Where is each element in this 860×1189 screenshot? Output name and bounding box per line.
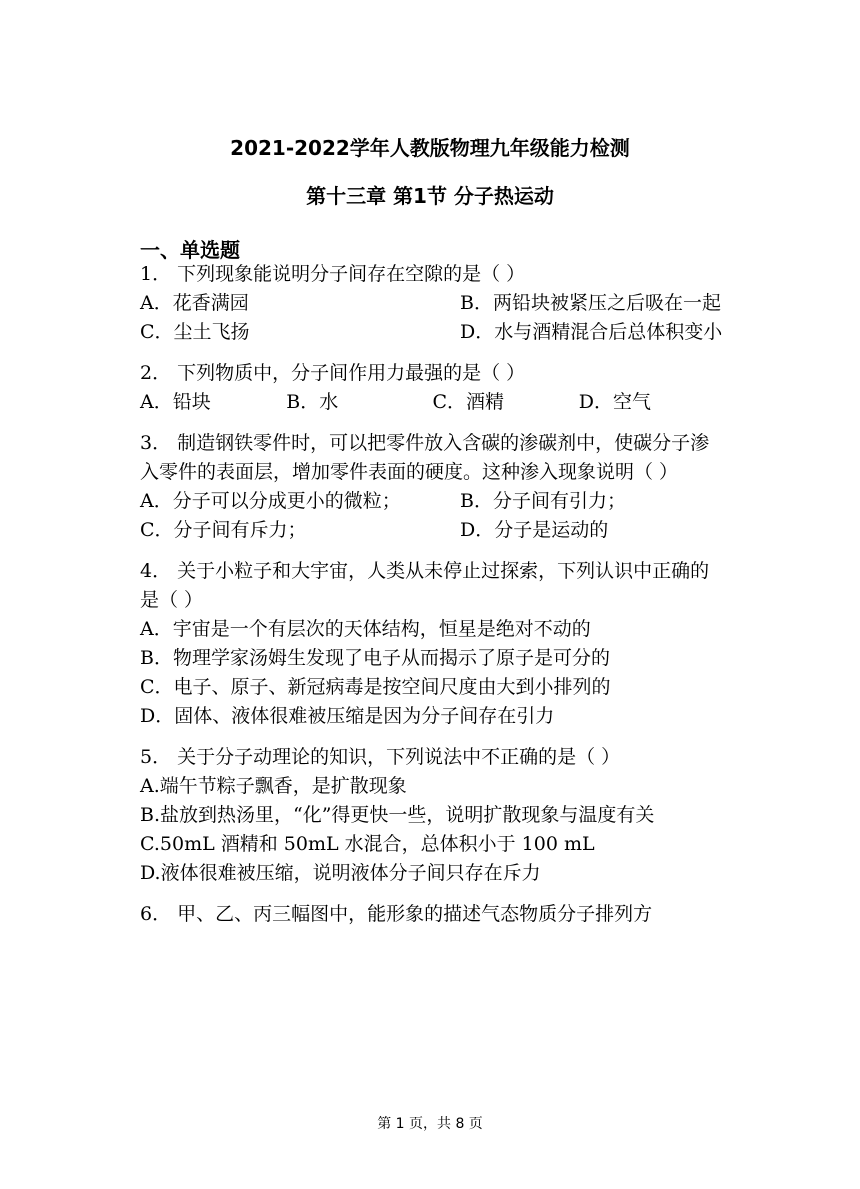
option-c: C.50mL 酒精和 50mL 水混合，总体积小于 100 mL (140, 833, 595, 855)
option-row (140, 487, 725, 516)
document-title: 2021-2022学年人教版物理九年级能力检测 (230, 136, 630, 160)
option-a: A.端午节粽子飘香，是扩散现象 (140, 775, 407, 797)
option-b: B．分子间有引力； (460, 490, 626, 512)
option-b: B.盐放到热汤里，“化”得更快一些，说明扩散现象与温度有关 (140, 804, 655, 826)
question-1 (140, 260, 725, 347)
option-c: C．分子间有斥力； (140, 519, 307, 541)
question-list (140, 260, 725, 941)
page-footer: 第 1 页，共 8 页 (377, 1116, 483, 1132)
option-c: C．酒精 (432, 391, 505, 413)
question-6 (140, 900, 725, 929)
option-c: C．电子、原子、新冠病毒是按空间尺度由大到小排列的 (140, 676, 611, 698)
option-d: D．空气 (578, 391, 651, 413)
option-a: A．分子可以分成更小的微粒； (140, 490, 401, 512)
option-row (140, 516, 725, 545)
question-stem: 5． 关于分子动理论的知识，下列说法中不正确的是（ ） (140, 746, 621, 768)
option-b: B．水 (286, 391, 339, 413)
option-b: B．两铅块被紧压之后吸在一起 (460, 292, 721, 314)
option-c: C．尘土飞扬 (140, 321, 250, 343)
chapter-subtitle: 第十三章 第1节 分子热运动 (306, 184, 554, 208)
question-stem: 3． 制造钢铁零件时，可以把零件放入含碳的渗碳剂中，使碳分子渗入零件的表面层，增加零件表面的硬度。这种渗入现象说明（ ） (140, 432, 710, 483)
option-a: A．宇宙是一个有层次的天体结构，恒星是绝对不动的 (140, 618, 591, 640)
question-stem: 6． 甲、乙、丙三幅图中，能形象的描述气态物质分子排列方 (140, 903, 653, 925)
option-d: D．水与酒精混合后总体积变小 (460, 321, 723, 343)
question-stem: 2． 下列物质中，分子间作用力最强的是（ ） (140, 362, 526, 384)
option-row (140, 318, 725, 347)
question-2 (140, 359, 725, 417)
option-row (140, 289, 725, 318)
option-d: D．分子是运动的 (460, 519, 609, 541)
option-b: B．物理学家汤姆生发现了电子从而揭示了原子是可分的 (140, 647, 610, 669)
question-3 (140, 429, 725, 545)
question-stem: 4． 关于小粒子和大宇宙，人类从未停止过探索，下列认识中正确的是（ ） (140, 560, 710, 611)
option-d: D．固体、液体很难被压缩是因为分子间存在引力 (140, 705, 555, 727)
option-d: D.液体很难被压缩，说明液体分子间只存在斥力 (140, 862, 541, 884)
question-5 (140, 743, 725, 888)
option-a: A．铅块 (140, 391, 211, 413)
question-stem: 1． 下列现象能说明分子间存在空隙的是（ ） (140, 263, 526, 285)
option-row (140, 388, 725, 417)
question-4 (140, 557, 725, 731)
section-heading: 一、单选题 (140, 238, 240, 262)
option-a: A．花香满园 (140, 292, 249, 314)
